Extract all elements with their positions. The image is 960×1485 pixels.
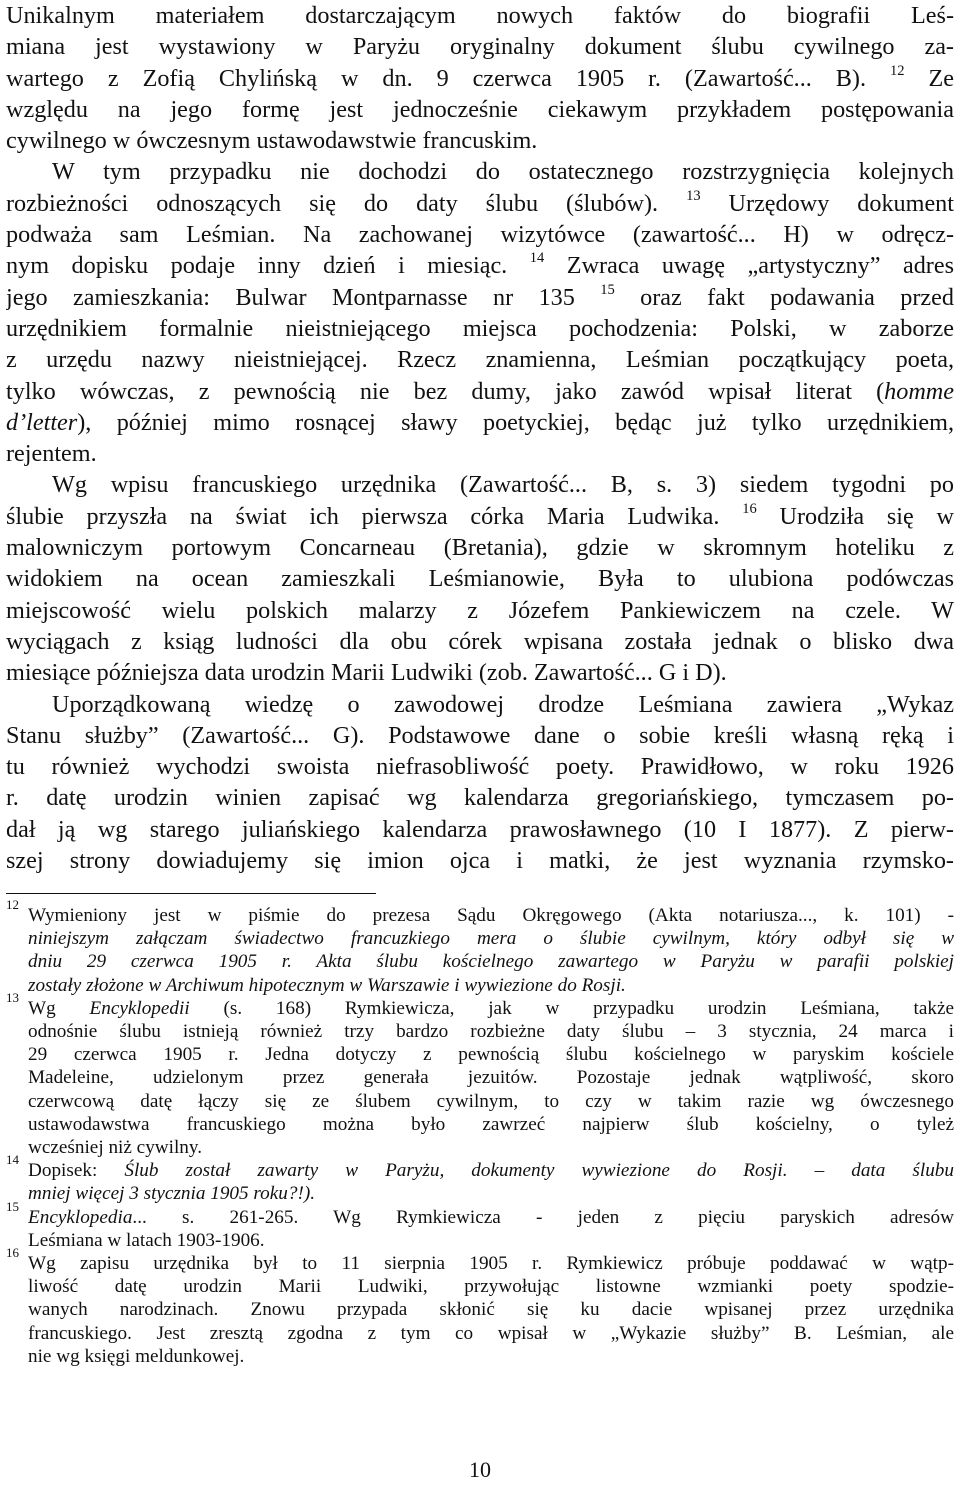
page-number: 10 (469, 1457, 491, 1482)
footnote-number: 15 (6, 1198, 19, 1214)
body-line (6, 438, 954, 469)
body-line (6, 313, 954, 344)
text-run: ... s. 261-265. Wg Rymkiewicza - jeden z pięciu paryskich adresów (132, 1206, 954, 1228)
text-run: W tym przypadku nie dochodzi do ostatecznego rozstrzygnięcia kolejnych (52, 158, 954, 186)
footnote (6, 1198, 954, 1252)
text-run: r. datę urodzin winien zapisać wg kalendarza gregoriańskiego, tymczasem po- (6, 784, 954, 812)
text-run: odnośnie ślubu istnieją również trzy bardzo rozbieżne daty ślubu – 3 stycznia, 24 marca i (28, 1021, 954, 1043)
text-run: Urodziła się w (756, 502, 954, 530)
text-run: urzędnikiem formalnie nieistniejącego miejsca pochodzenia: Polski, w zaborze (6, 314, 954, 342)
italic-text: zostały złożone w Archiwum hipotecznym w Warszawie i wywiezione do Rosji. (28, 974, 626, 996)
footnote-line (28, 974, 954, 997)
text-run: miana jest wystawiony w Paryżu oryginalny dokument ślubu cywilnego za- (6, 33, 954, 61)
body-line (6, 595, 954, 626)
body-line (6, 63, 954, 94)
body-line (6, 125, 954, 156)
body-line (6, 563, 954, 594)
body-line (6, 0, 954, 31)
text-run: tu również wychodzi swoista niefrasobliwość poety. Prawidłowo, w roku 1926 (6, 753, 954, 781)
body-line (6, 282, 954, 313)
footnote-separator (6, 893, 376, 894)
text-run: rozbieżności odnoszących się do daty ślubu (ślubów). (6, 189, 687, 217)
body-line (6, 407, 954, 438)
footnote-line (28, 1159, 954, 1182)
body-line (6, 845, 954, 876)
body-line (6, 188, 954, 219)
body-line (6, 31, 954, 62)
text-run: Wg wpisu francuskiego urzędnika (Zawartość... B, s. 3) siedem tygodni po (52, 471, 954, 499)
footnote-line (28, 950, 954, 973)
body-line (6, 376, 954, 407)
footnote-line (28, 904, 954, 927)
text-run: widokiem na ocean zamieszkali Leśmianowie, Była to ulubiona podówczas (6, 565, 954, 593)
body-line (6, 344, 954, 375)
text-run: z urzędu nazwy nieistniejącej. Rzecz znamienna, Leśmian początkujący poeta, (6, 346, 954, 374)
footnote-line (28, 1136, 954, 1159)
text-run: Unikalnym materiałem dostarczającym nowych faktów do biografii Leś- (6, 2, 954, 29)
body-line (6, 814, 954, 845)
text-run: nym dopisku podaje inny dzień i miesiąc. (6, 252, 530, 280)
text-run: Zwraca uwagę „artystyczny” adres (544, 252, 954, 280)
body-line (6, 689, 954, 720)
body-text (6, 0, 954, 876)
footnote (6, 897, 954, 997)
footnote (6, 989, 954, 1159)
text-run: ślubie przyszła na świat ich pierwsza córka Maria Ludwika. (6, 502, 743, 530)
text-run: Wg (28, 997, 90, 1019)
body-line (6, 782, 954, 813)
body-line (6, 250, 954, 281)
italic-text: dniu 29 czerwca 1905 r. Akta ślubu kościelnego zawartego w Paryżu w parafii polskiej (28, 951, 954, 973)
footnote-line (28, 1182, 954, 1205)
text-run: wyciągach z ksiąg ludności dla obu córek wpisana została jednak o blisko dwa (6, 627, 954, 655)
text-run: ustawodawstwa francuskiego można było zawrzeć najpierw ślub kościelny, o tyleż (28, 1113, 954, 1135)
italic-text: homme (884, 377, 954, 405)
text-run: malowniczym portowym Concarneau (Bretania), gdzie w skromnym hoteliku z (6, 534, 954, 562)
body-line (6, 626, 954, 657)
text-run: Madeleine, udzielonym przez generała jezuitów. Pozostaje jednak wątpliwość, skoro (28, 1067, 954, 1089)
footnotes (6, 897, 954, 1368)
text-run: nie wg księgi meldunkowej. (28, 1345, 245, 1367)
footnote-line (28, 1229, 954, 1252)
text-run: Uporządkowaną wiedzę o zawodowej drodze Leśmiana zawiera „Wykaz (52, 690, 954, 718)
text-run: Dopisek: (28, 1160, 125, 1182)
text-run: wcześniej niż cywilny. (28, 1137, 203, 1159)
footnote-number: 12 (6, 897, 19, 912)
text-run: czerwcową datę łączy się ze ślubem cywilnym, to czy w takim razie wg ówczesnego (28, 1090, 954, 1112)
text-run: względu na jego formę jest jednocześnie ciekawym przykładem postępowania (6, 95, 954, 123)
text-run: miesiące późniejsza data urodzin Marii Ludwiki (zob. Zawartość... G i D). (6, 659, 727, 687)
footnote-ref: 13 (686, 187, 701, 204)
footnote-ref: 14 (529, 250, 545, 267)
footnote (6, 1245, 954, 1368)
text-run: ), później mimo rosnącej sławy poetyckiej, będąc już tylko urzędnikiem, (77, 408, 954, 436)
italic-text: niniejszym załączam świadectwo francuzkiego mera o ślubie cywilnym, który odbył się w (28, 928, 954, 950)
text-run: dał ją wg starego juliańskiego kalendarza prawosławnego (10 I 1877). Z pierw- (6, 815, 954, 843)
body-line (6, 657, 954, 688)
text-run: oraz fakt podawania przed (614, 283, 954, 311)
body-line (6, 156, 954, 187)
footnote-line (28, 1206, 954, 1229)
text-run: wanych narodzinach. Znowu przypada skłonić się ku dacie wpisanej przez urzędnika (28, 1299, 954, 1321)
footnote-ref: 15 (600, 281, 615, 298)
footnote-line (28, 1298, 954, 1321)
text-run: liwość datę urodzin Marii Ludwiki, przywołując listowne wzmianki poety spodzie- (28, 1276, 954, 1298)
text-run: 29 czerwca 1905 r. Jedna dotyczy z pewnością ślubu kościelnego w paryskim kościele (28, 1044, 954, 1066)
footnote (6, 1152, 954, 1205)
footnote-line (28, 1066, 954, 1089)
text-run: Stanu służby” (Zawartość... G). Podstawowe dane o sobie kreśli własną ręką i (6, 721, 954, 749)
italic-text: Ślub został zawarty w Paryżu, dokumenty wywiezione do Rosji. – data ślubu (124, 1160, 954, 1182)
text-run: (s. 168) Rymkiewicza, jak w przypadku urodzin Leśmiana, także (189, 997, 954, 1019)
footnote-number: 13 (6, 989, 19, 1005)
body-line (6, 94, 954, 125)
body-line (6, 219, 954, 250)
text-run: tylko wówczas, z pewnością nie bez dumy, jako zawód wpisał literat ( (6, 377, 885, 405)
footnote-number: 14 (6, 1152, 19, 1168)
text-run: szej strony dowiadujemy się imion ojca i matki, że jest wyznania rzymsko- (6, 847, 954, 875)
footnote-line (28, 927, 954, 950)
italic-text: Encyklopedii (89, 997, 190, 1019)
body-line (6, 720, 954, 751)
text-run: jego zamieszkania: Bulwar Montparnasse nr 135 (6, 283, 601, 311)
footnote-line (28, 1090, 954, 1113)
footnote-line (28, 1252, 954, 1275)
body-line (6, 501, 954, 532)
text-run: podważa sam Leśmian. Na zachowanej wizytówce (zawartość... H) w odręcz- (6, 221, 954, 249)
italic-text: d’letter (6, 408, 78, 436)
footnote-ref: 16 (742, 500, 757, 517)
footnote-line (28, 997, 954, 1020)
footnote-line (28, 1113, 954, 1136)
text-run: Wg zapisu urzędnika był to 11 sierpnia 1905 r. Rymkiewicz próbuje poddawać w wątp- (28, 1253, 954, 1275)
footnote-line (28, 1345, 954, 1368)
text-run: francuskiego. Jest zresztą zgodna z tym co wpisał w „Wykazie służby” B. Leśmian, ale (28, 1322, 954, 1344)
body-line (6, 751, 954, 782)
text-run: Wymieniony jest w piśmie do prezesa Sądu Okręgowego (Akta notariusza..., k. 101) - (28, 905, 954, 926)
footnote-line (28, 1020, 954, 1043)
text-run: wartego z Zofią Chylińską w dn. 9 czerwca 1905 r. (Zawartość... B). (6, 64, 890, 92)
text-run: rejentem. (6, 440, 97, 468)
footnote-line (28, 1043, 954, 1066)
footnote-number: 16 (6, 1245, 19, 1261)
footnote-ref: 12 (890, 62, 905, 79)
body-line (6, 469, 954, 500)
footnote-line (28, 1322, 954, 1345)
text-run: miejscowość wielu polskich malarzy z Józefem Pankiewiczem na czele. W (6, 596, 954, 624)
body-line (6, 532, 954, 563)
text-run: Leśmiana w latach 1903-1906. (28, 1229, 265, 1251)
italic-text: Encyklopedia (28, 1206, 133, 1228)
italic-text: mniej więcej 3 stycznia 1905 roku?!). (28, 1183, 316, 1205)
text-run: Ze (904, 64, 954, 92)
text-run: cywilnego w ówczesnym ustawodawstwie francuskim. (6, 127, 538, 155)
text-run: Urzędowy dokument (700, 189, 954, 217)
footnote-line (28, 1275, 954, 1298)
